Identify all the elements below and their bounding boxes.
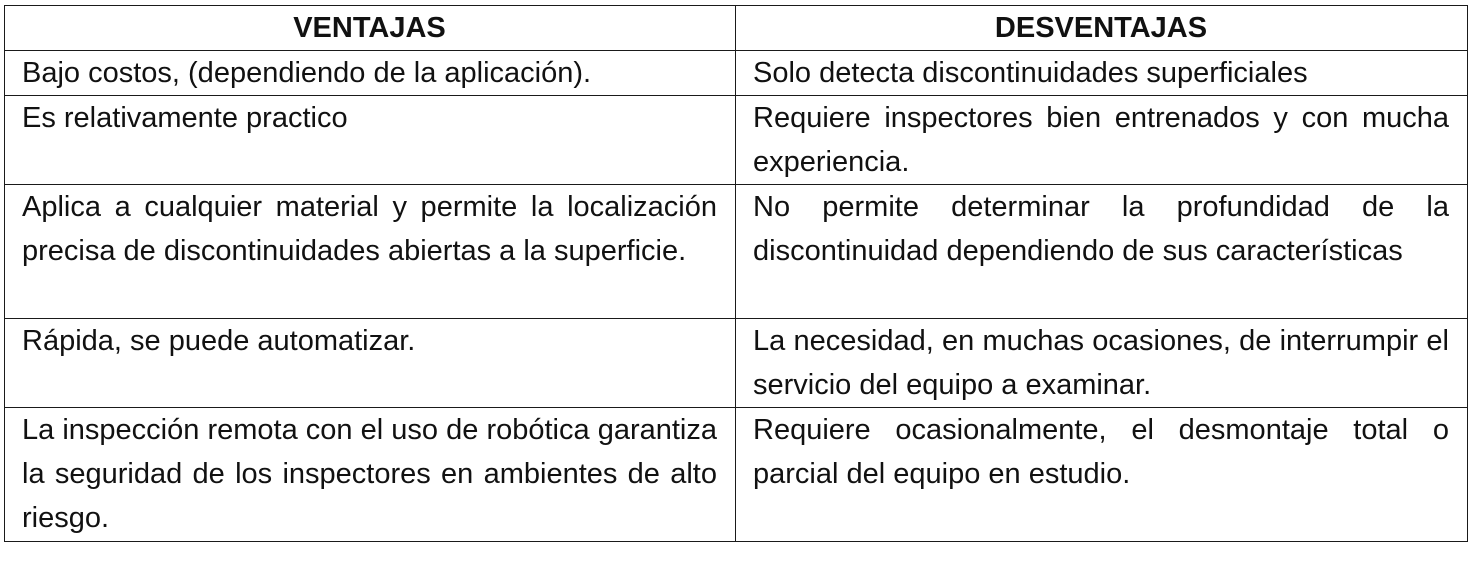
table-row xyxy=(5,185,1468,319)
ventaja-cell: Bajo costos, (dependiendo de la aplicación). xyxy=(5,51,736,96)
table-row xyxy=(5,408,1468,542)
desventaja-cell: Requiere ocasionalmente, el desmontaje total o parcial del equipo en estudio. xyxy=(736,408,1468,542)
header-ventajas: VENTAJAS xyxy=(5,6,736,51)
table-row xyxy=(5,96,1468,185)
ventaja-cell: Rápida, se puede automatizar. xyxy=(5,319,736,408)
ventaja-cell: Es relativamente practico xyxy=(5,96,736,185)
ventaja-cell: Aplica a cualquier material y permite la localización precisa de discontinuidades abiertas a la superficie. xyxy=(5,185,736,319)
table-row xyxy=(5,51,1468,96)
desventaja-cell: No permite determinar la profundidad de la discontinuidad dependiendo de sus características xyxy=(736,185,1468,319)
advantages-disadvantages-table xyxy=(4,5,1468,542)
desventaja-cell: Requiere inspectores bien entrenados y con mucha experiencia. xyxy=(736,96,1468,185)
desventaja-cell: La necesidad, en muchas ocasiones, de interrumpir el servicio del equipo a examinar. xyxy=(736,319,1468,408)
table-header-row xyxy=(5,6,1468,51)
desventaja-cell: Solo detecta discontinuidades superficiales xyxy=(736,51,1468,96)
ventaja-cell: La inspección remota con el uso de robótica garantiza la seguridad de los inspectores en ambientes de alto riesgo. xyxy=(5,408,736,542)
header-desventajas: DESVENTAJAS xyxy=(736,6,1468,51)
table-row xyxy=(5,319,1468,408)
